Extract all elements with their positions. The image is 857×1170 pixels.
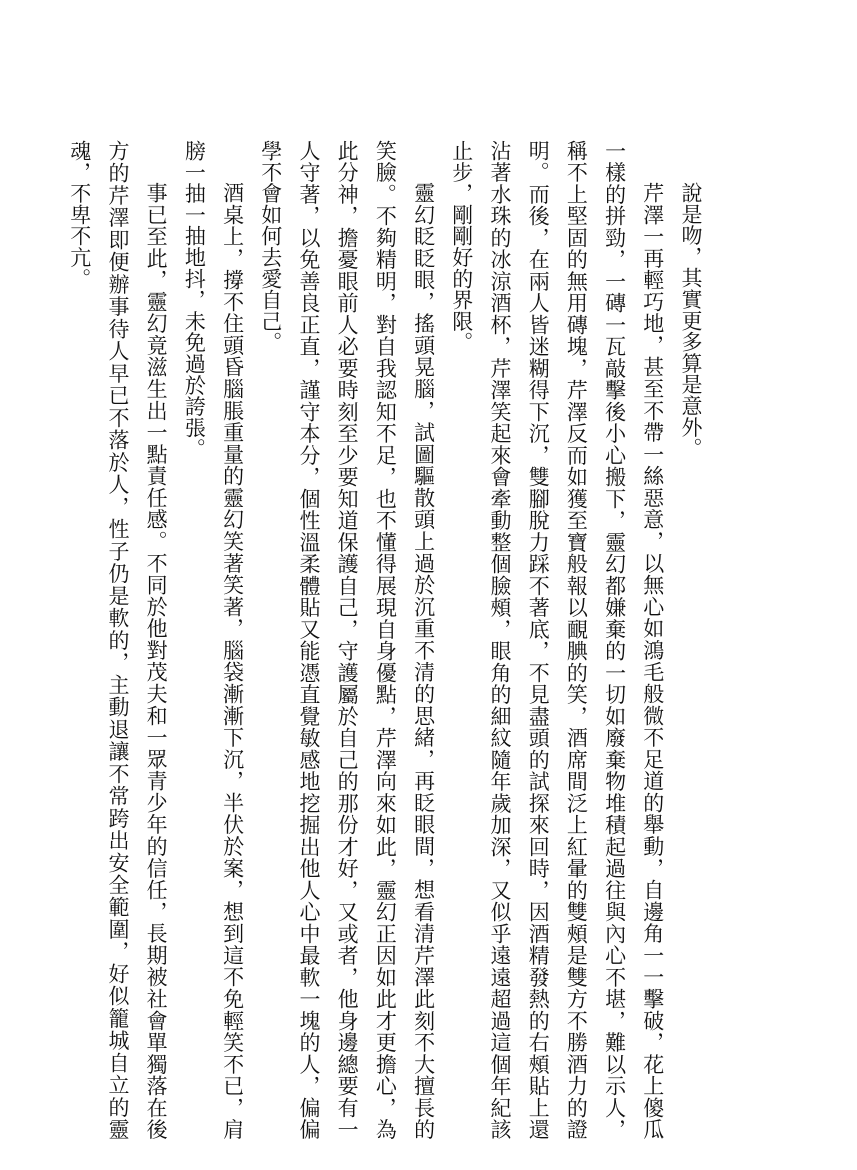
paragraph-2: 芹澤一再輕巧地，甚至不帶一絲惡意，以無心如鴻毛般微不足道的舉動，自邊角一一擊破，花上傻瓜一樣的拼勁，一磚一瓦敲擊後小心搬下，靈幻都嫌棄的一切如廢棄物堆積起過往與內心不堪，難以示人，稱不上堅固的無用磚塊，芹澤反而如獲至寶般報以靦腆的笑，酒席間泛上紅暈的雙頰是雙方不勝酒力的證明。而後，在兩人皆迷糊得下沉，雙腳脫力踩不著底，不見盡頭的試探來回時，因酒精發熱的右頰貼上還沾著水珠的冰涼酒杯，芹澤笑起來會牽動整個臉頰，眼角的細紋隨年歲加深，又似乎遠遠超過這個年紀該止步，剛剛好的界限。	[449, 140, 665, 1140]
paragraph-1: 說是吻，其實更多算是意外。	[679, 182, 703, 459]
paragraph-5: 事已至此，靈幻竟滋生出一點責任感。不同於他對茂夫和一眾青少年的信任，長期被社會單獨落在後方的芹澤即便辦事待人早已不落於人，性子仍是軟的，主動退讓不常跨出安全範圍，好似籠城自立的靈魂，不卑不亢。	[67, 140, 169, 1140]
paragraph-4: 酒桌上，撐不住頭昏腦脹重量的靈幻笑著笑著，腦袋漸漸下沉，半伏於案，想到這不免輕笑不已，肩膀一抽一抽地抖，未免過於誇張。	[182, 140, 245, 1140]
paragraph-3: 靈幻眨眨眼，搖頭晃腦，試圖驅散頭上過於沉重不清的思緒，再眨眼間，想看清芹澤此刻不大擅長的笑臉。不夠精明，對自我認知不足，也不懂得展現自身優點，芹澤向來如此，靈幻正因如此才更擔心，為此分神，擔憂眼前人必要時刻至少要知道保護自己，守護屬於自己的那份才好，又或者，他身邊總要有一人守著，以免善良正直，謹守本分，個性溫柔體貼又能憑直覺敏感地挖掘出他人心中最軟一塊的人，偏偏學不會如何去愛自己。	[258, 140, 436, 1140]
vertical-text-body	[67, 140, 710, 1140]
